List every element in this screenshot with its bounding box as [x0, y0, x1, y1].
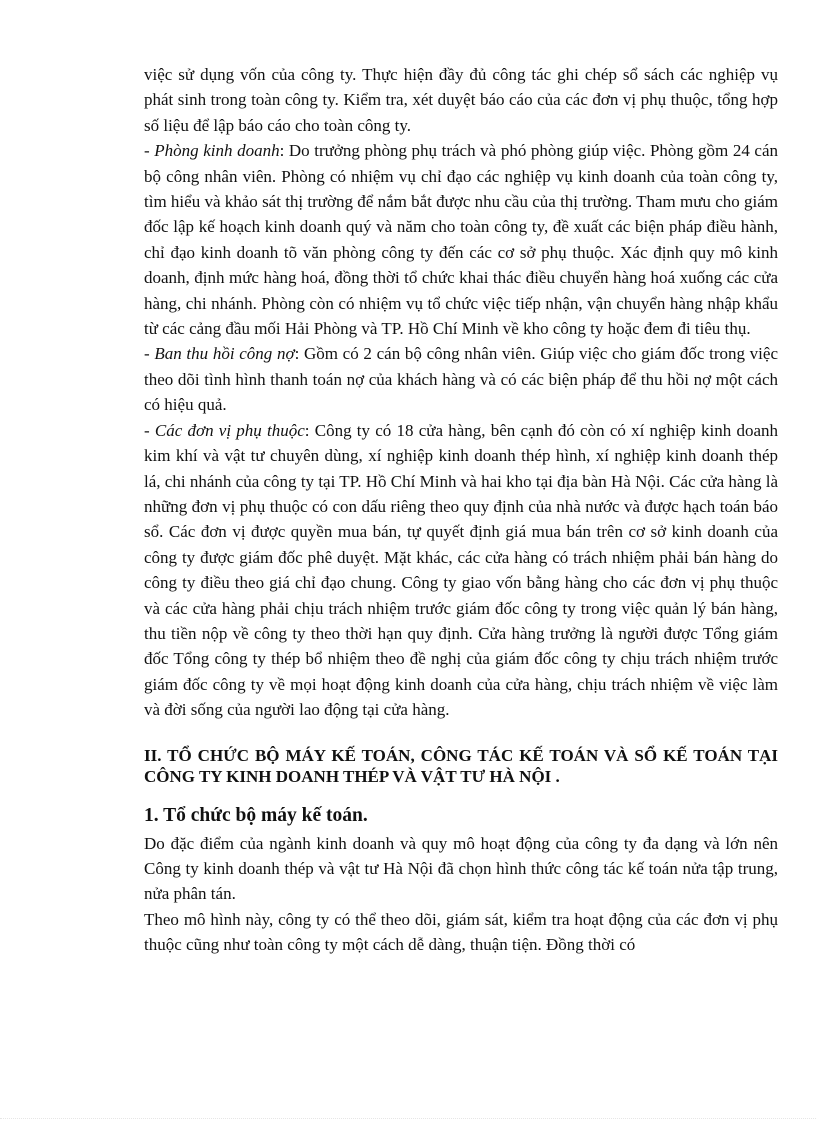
lead-phong-kinh-doanh: Phòng kinh doanh	[154, 141, 280, 161]
lead-ban-thu-hoi: Ban thu hồi công nợ	[154, 344, 295, 364]
section-heading: II. TỔ CHỨC BỘ MÁY KẾ TOÁN, CÔNG TÁC KẾ TOÁN VÀ SỔ KẾ TOÁN TẠI CÔNG TY KINH DOANH THÉP VÀ VẬT TƯ HÀ NỘI .	[144, 745, 778, 786]
lead-don-vi-phu-thuoc: Các đơn vị phụ thuộc	[154, 420, 305, 440]
paragraph-chung	[144, 62, 778, 138]
document-page	[144, 62, 778, 958]
paragraph-ke-toan-2: Theo mô hình này, công ty có thể theo dõi, giám sát, kiểm tra hoạt động của các đơn vị phụ thuộc cũng như toàn công ty một cách dễ dàng, thuận tiện. Đồng thời có	[144, 909, 778, 955]
body-ban-thu-hoi: : Gồm có 2 cán bộ công nhân viên. Giúp việc cho giám đốc trong việc theo dõi tình hình thanh toán nợ của khách hàng và có các biện pháp để thu hồi nợ một cách có hiệu quả.	[144, 344, 778, 415]
paragraph-phong-kinh-doanh: - Phòng kinh doanh: Do trưởng phòng phụ trách và phó phòng giúp việc. Phòng gồm 24 cán bộ công nhân viên. Phòng có nhiệm vụ chỉ đạo các nghiệp vụ kinh doanh của toàn công ty, tìm hiểu và khảo sát thị trường để nắm bắt được nhu cầu của thị trường. Tham mưu cho giám đốc lập kế hoạch kinh doanh quý và năm cho toàn công ty, đề xuất các biện pháp điều hành, chỉ đạo kinh doanh tõ văn phòng công ty đến các cơ sở phụ thuộc. Xác định quy mô kinh doanh, định mức hàng hoá, đồng thời tổ chức khai thác điều chuyển hàng hoá xuống các cửa hàng, chi nhánh. Phòng còn có nhiệm vụ tổ chức việc tiếp nhận, vận chuyển hàng nhập khẩu từ các cảng đầu mối Hải Phòng và TP. Hồ Chí Minh về kho công ty hoặc đem đi tiêu thụ.	[144, 141, 778, 339]
page-bottom-rule	[0, 1118, 816, 1119]
subsection-heading: 1. Tổ chức bộ máy kế toán.	[144, 804, 368, 826]
body-don-vi-phu-thuoc: : Công ty có 18 cửa hàng, bên cạnh đó còn có xí nghiệp kinh doanh kim khí và vật tư chuyên dùng, xí nghiệp kinh doanh thép hình, xí nghiệp kinh doanh thép lá, chi nhánh của công ty tại TP. Hồ Chí Minh và hai kho tại địa bàn Hà Nội. Các cửa hàng là những đơn vị phụ thuộc có con dấu riêng theo quy định của nhà nước và được hạch toán báo sổ. Các đơn vị được quyền mua bán, tự quyết định giá mua bán trên cơ sở kinh doanh của công ty được giám đốc phê duyệt. Mặt khác, các cửa hàng có trách nhiệm phải bán hàng do công ty điều theo giá chỉ đạo chung. Công ty giao vốn bằng hàng cho các đơn vị phụ thuộc và các cửa hàng phải chịu trách nhiệm trước giám đốc công ty trong việc quản lý bán hàng, thu tiền nộp về công ty theo thời hạn quy định. Cửa hàng trưởng là người được Tổng giám đốc Tổng công ty thép bổ nhiệm theo đề nghị của giám đốc công ty chịu trách nhiệm trước giám đốc công ty về mọi hoạt động kinh doanh của cửa hàng, chịu trách nhiệm về việc làm và đời sống của người lao động tại cửa hàng.	[144, 420, 779, 720]
paragraph-don-vi-phu-thuoc: - Các đơn vị phụ thuộc: Công ty có 18 cửa hàng, bên cạnh đó còn có xí nghiệp kinh doanh kim khí và vật tư chuyên dùng, xí nghiệp kinh doanh thép hình, xí nghiệp kinh doanh thép lá, chi nhánh của công ty tại TP. Hồ Chí Minh và hai kho tại địa bàn Hà Nội. Các cửa hàng là những đơn vị phụ thuộc có con dấu riêng theo quy định của nhà nước và được hạch toán báo sổ. Các đơn vị được quyền mua bán, tự quyết định giá mua bán trên cơ sở kinh doanh của công ty được giám đốc phê duyệt. Mặt khác, các cửa hàng có trách nhiệm phải bán hàng do công ty điều theo giá chỉ đạo chung. Công ty giao vốn bằng hàng cho các đơn vị phụ thuộc và các cửa hàng phải chịu trách nhiệm trước giám đốc công ty trong việc quản lý bán hàng, thu tiền nộp về công ty theo thời hạn quy định. Cửa hàng trưởng là người được Tổng giám đốc Tổng công ty thép bổ nhiệm theo đề nghị của giám đốc công ty chịu trách nhiệm trước giám đốc công ty về mọi hoạt động kinh doanh của cửa hàng, chịu trách nhiệm về việc làm và đời sống của người lao động tại cửa hàng.	[144, 420, 779, 720]
body-phong-kinh-doanh: : Do trưởng phòng phụ trách và phó phòng giúp việc. Phòng gồm 24 cán bộ công nhân viên. Phòng có nhiệm vụ chỉ đạo các nghiệp vụ kinh doanh của toàn công ty, tìm hiểu và khảo sát thị trường để nắm bắt được nhu cầu của thị trường. Tham mưu cho giám đốc lập kế hoạch kinh doanh quý và năm cho toàn công ty, đề xuất các biện pháp điều hành, chỉ đạo kinh doanh tõ văn phòng công ty đến các cơ sở phụ thuộc. Xác định quy mô kinh doanh, định mức hàng hoá, đồng thời tổ chức khai thác điều chuyển hàng hoá xuống các cửa hàng, chi nhánh. Phòng còn có nhiệm vụ tổ chức việc tiếp nhận, vận chuyển hàng nhập khẩu từ các cảng đầu mối Hải Phòng và TP. Hồ Chí Minh về kho công ty hoặc đem đi tiêu thụ.	[144, 141, 778, 339]
paragraph-ban-thu-hoi: - Ban thu hồi công nợ: Gồm có 2 cán bộ công nhân viên. Giúp việc cho giám đốc trong việc theo dõi tình hình thanh toán nợ của khách hàng và có các biện pháp để thu hồi nợ một cách có hiệu quả.	[144, 344, 778, 415]
paragraph-text: việc sử dụng vốn của công ty. Thực hiện đầy đủ công tác ghi chép sổ sách các nghiệp vụ phát sinh trong toàn công ty. Kiểm tra, xét duyệt báo cáo của các đơn vị phụ thuộc, tổng hợp số liệu để lập báo cáo cho toàn công ty.	[144, 65, 778, 135]
paragraph-ke-toan-1: Do đặc điểm của ngành kinh doanh và quy mô hoạt động của công ty đa dạng và lớn nên Công ty kinh doanh thép và vật tư Hà Nội đã chọn hình thức công tác kế toán nửa tập trung, nửa phân tán.	[144, 833, 778, 904]
